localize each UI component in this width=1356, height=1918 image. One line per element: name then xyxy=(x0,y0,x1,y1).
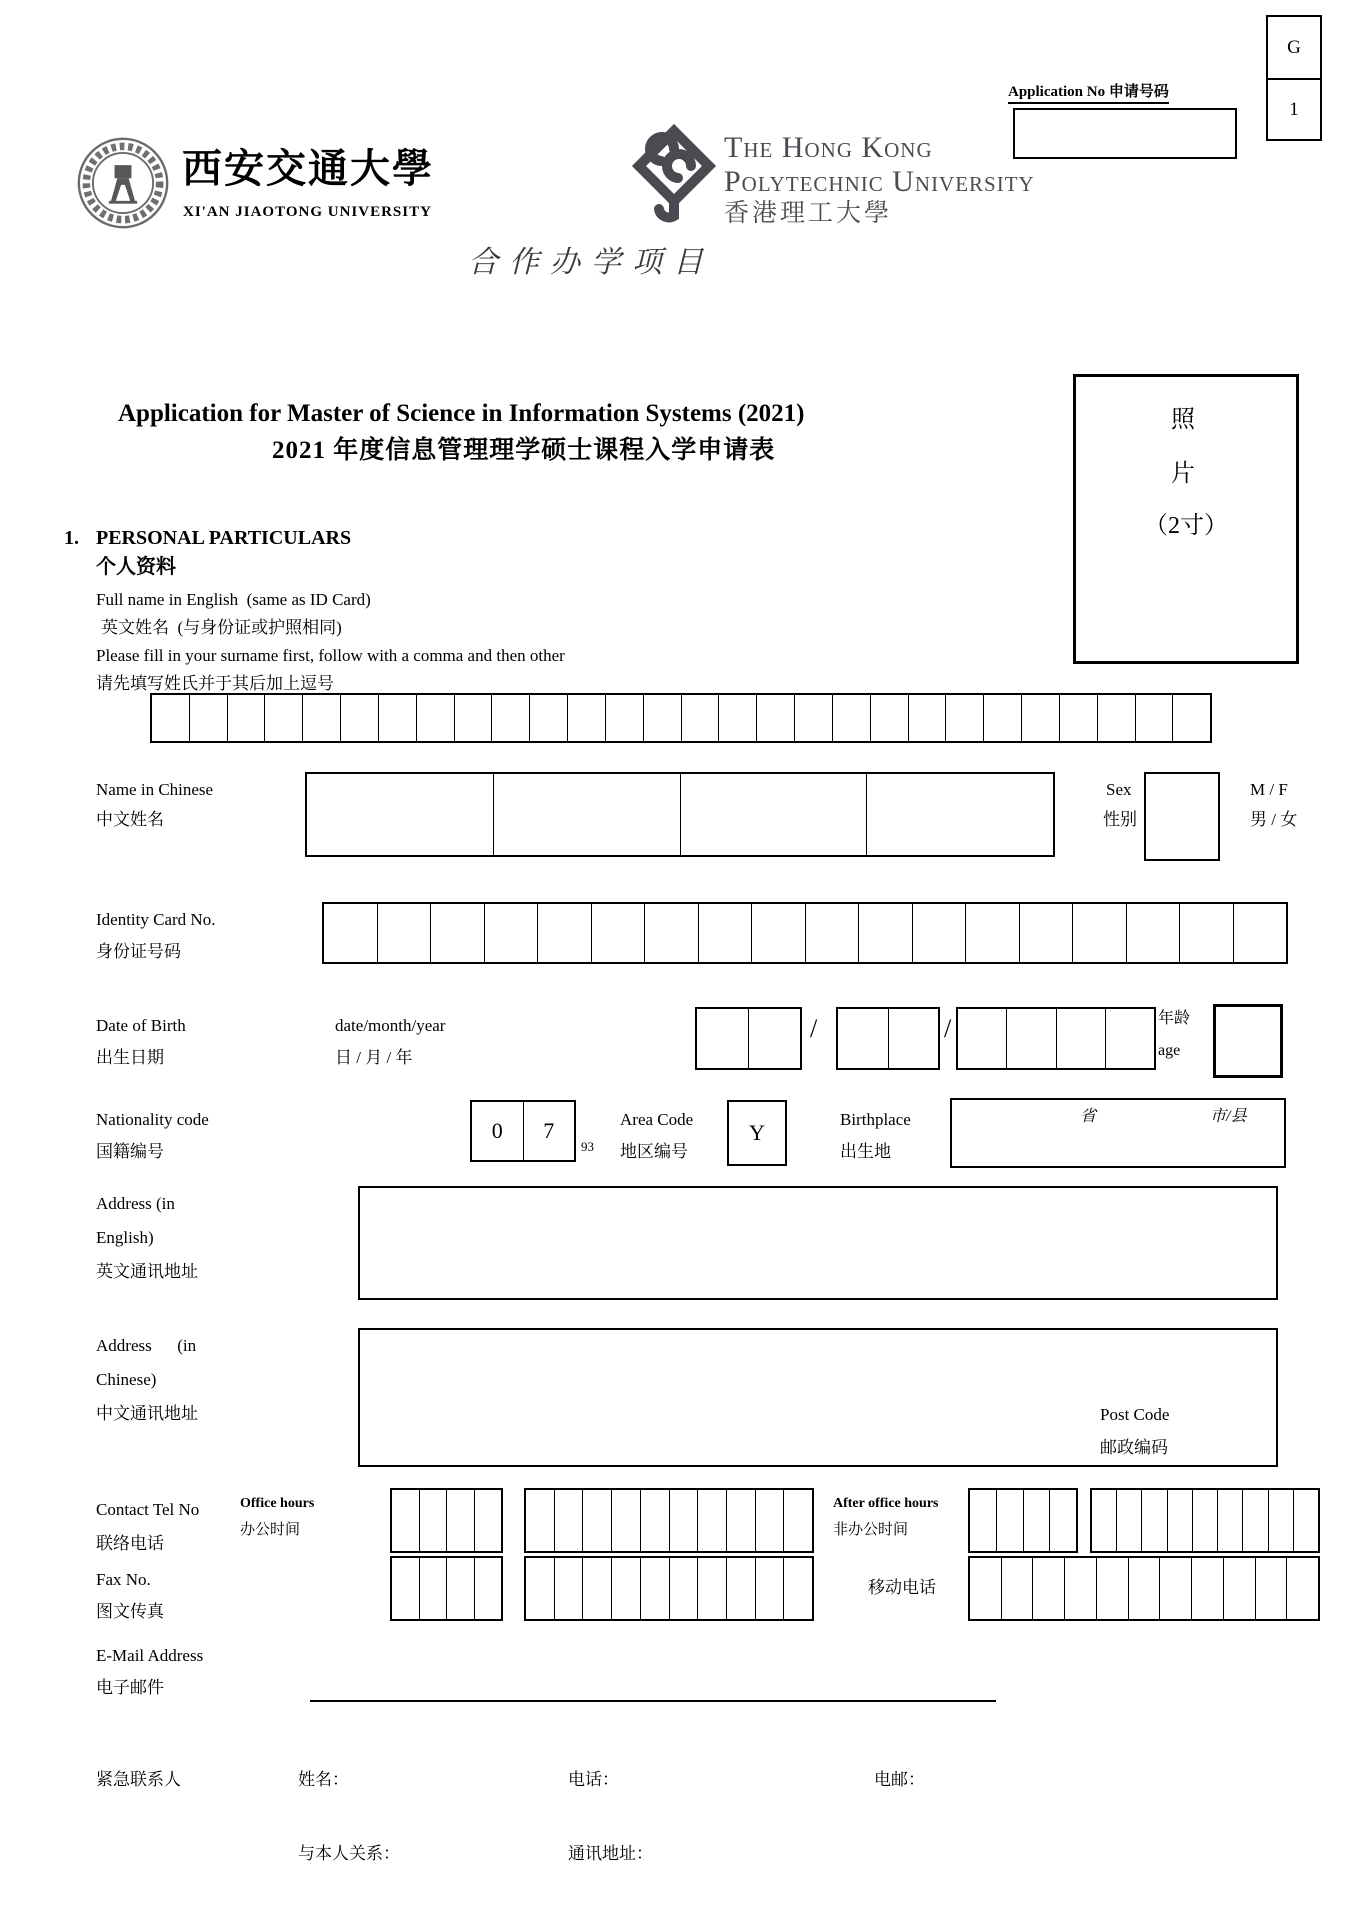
char-cell[interactable] xyxy=(484,904,538,962)
dob-format-zh: 日 / 月 / 年 xyxy=(335,1048,413,1067)
emergency-name-label: 姓名： xyxy=(298,1770,349,1789)
char-cell[interactable] xyxy=(1056,1009,1105,1068)
photo-label-2: 片 xyxy=(1171,461,1201,487)
emergency-tel-label: 电话： xyxy=(568,1770,619,1789)
char-cell[interactable] xyxy=(152,695,189,741)
char-cell[interactable] xyxy=(755,1558,784,1619)
char-cell[interactable] xyxy=(446,1558,474,1619)
char-cell[interactable] xyxy=(805,904,859,962)
char-cell[interactable] xyxy=(419,1558,447,1619)
tel-after-number-grid xyxy=(1090,1488,1320,1553)
char-cell[interactable] xyxy=(1019,904,1073,962)
char-cell[interactable] xyxy=(726,1558,755,1619)
polyu-name-zh: 香港理工大學 xyxy=(724,200,893,227)
char-cell[interactable] xyxy=(1072,904,1126,962)
char-cell[interactable] xyxy=(1135,695,1173,741)
char-cell[interactable] xyxy=(640,1490,669,1551)
nationality-subscript: 93 xyxy=(581,1139,594,1154)
char-cell[interactable] xyxy=(264,695,302,741)
char-cell[interactable] xyxy=(681,695,719,741)
address-cn-label-2: Chinese) xyxy=(96,1370,157,1389)
section1-heading-zh: 个人资料 xyxy=(96,556,176,578)
char-cell[interactable] xyxy=(340,695,378,741)
char-cell[interactable] xyxy=(493,774,680,855)
char-cell[interactable] xyxy=(1191,1558,1223,1619)
nationality-code-grid xyxy=(470,1100,576,1162)
char-cell[interactable] xyxy=(474,1558,502,1619)
char-cell[interactable] xyxy=(965,904,1019,962)
char-cell[interactable] xyxy=(751,904,805,962)
address-cn-label-1: Address (in xyxy=(96,1336,197,1355)
char-cell[interactable] xyxy=(680,774,867,855)
char-cell[interactable] xyxy=(996,1490,1023,1551)
char-cell[interactable] xyxy=(783,1490,812,1551)
char-cell[interactable] xyxy=(640,1558,669,1619)
char-cell[interactable] xyxy=(307,774,493,855)
char-cell[interactable] xyxy=(454,695,492,741)
char-cell[interactable] xyxy=(1116,1490,1141,1551)
char-cell[interactable] xyxy=(378,695,416,741)
char-cell[interactable] xyxy=(1105,1009,1154,1068)
office-hours-label-en: Office hours xyxy=(240,1496,315,1511)
email-label-zh: 电子邮件 xyxy=(96,1678,164,1697)
tel-label-zh: 联络电话 xyxy=(96,1534,164,1553)
char-cell[interactable] xyxy=(912,904,966,962)
char-cell[interactable] xyxy=(1255,1558,1287,1619)
name-cn-label-zh: 中文姓名 xyxy=(96,810,164,829)
char-cell[interactable] xyxy=(697,1558,726,1619)
char-cell[interactable] xyxy=(1217,1490,1242,1551)
char-cell[interactable] xyxy=(945,695,983,741)
birthplace-input-box[interactable] xyxy=(950,1098,1286,1168)
dob-day-grid xyxy=(695,1007,802,1070)
after-hours-label-zh: 非办公时间 xyxy=(833,1522,909,1538)
char-cell[interactable] xyxy=(697,1490,726,1551)
char-cell[interactable] xyxy=(582,1490,611,1551)
char-cell[interactable] xyxy=(189,695,227,741)
fullname-hint-en: Please fill in your surname first, follow with a comma and then other xyxy=(96,646,565,665)
char-cell[interactable] xyxy=(888,1009,939,1068)
form-title-zh: 2021 年度信息管理理学硕士课程入学申请表 xyxy=(272,437,776,464)
after-hours-label-en: After office hours xyxy=(833,1496,939,1511)
email-input-line[interactable] xyxy=(310,1700,996,1702)
dob-month-grid xyxy=(836,1007,940,1070)
char-cell[interactable] xyxy=(755,1490,784,1551)
nationality-label-en: Nationality code xyxy=(96,1110,209,1129)
char-cell[interactable] xyxy=(1032,1558,1064,1619)
char-cell[interactable] xyxy=(726,1490,755,1551)
char-cell[interactable] xyxy=(392,1558,419,1619)
char-cell[interactable] xyxy=(1001,1558,1033,1619)
char-cell[interactable] xyxy=(1049,1490,1076,1551)
fullname-label-en: Full name in English (same as ID Card) xyxy=(96,590,371,609)
age-input-box[interactable] xyxy=(1213,1004,1283,1078)
emergency-label: 紧急联系人 xyxy=(96,1770,181,1789)
char-cell[interactable] xyxy=(416,695,454,741)
char-cell[interactable] xyxy=(794,695,832,741)
form-title-en: Application for Master of Science in Information Systems (2021) xyxy=(118,400,805,427)
section1-number: 1. xyxy=(64,527,79,549)
char-cell[interactable] xyxy=(1233,904,1287,962)
char-cell[interactable] xyxy=(1097,695,1135,741)
char-cell[interactable] xyxy=(1223,1558,1255,1619)
char-cell[interactable] xyxy=(1268,1490,1293,1551)
area-code-label-zh: 地区编号 xyxy=(620,1142,688,1161)
birthplace-label-en: Birthplace xyxy=(840,1110,911,1129)
char-cell[interactable] xyxy=(697,1009,748,1068)
char-cell[interactable] xyxy=(446,1490,474,1551)
xjtu-calligraphy: 西安交通大學 xyxy=(182,146,434,191)
char-cell[interactable] xyxy=(1167,1490,1192,1551)
tel-office-area-grid xyxy=(390,1488,503,1553)
char-cell[interactable] xyxy=(554,1490,583,1551)
char-cell[interactable] xyxy=(526,1490,554,1551)
photo-box[interactable] xyxy=(1073,374,1299,664)
name-cn-label-en: Name in Chinese xyxy=(96,780,214,799)
char-cell[interactable] xyxy=(783,1558,812,1619)
char-cell[interactable] xyxy=(605,695,643,741)
char-cell[interactable] xyxy=(970,1558,1001,1619)
char-cell[interactable] xyxy=(756,695,794,741)
page-mark-1-box xyxy=(1266,78,1322,141)
char-cell[interactable] xyxy=(302,695,340,741)
char-cell[interactable] xyxy=(1179,904,1233,962)
char-cell[interactable] xyxy=(838,1009,888,1068)
polyu-name-line2: Polytechnic University xyxy=(724,165,1035,198)
dob-year-grid xyxy=(956,1007,1156,1070)
area-code-input-box[interactable]: Y xyxy=(727,1100,787,1166)
char-cell[interactable] xyxy=(1242,1490,1267,1551)
dob-slash-2: / xyxy=(944,1014,952,1043)
char-cell[interactable] xyxy=(611,1490,640,1551)
char-cell[interactable] xyxy=(430,904,484,962)
char-cell[interactable] xyxy=(1172,695,1210,741)
application-no-label: Application No 申请号码 xyxy=(1008,84,1169,104)
area-code-label-en: Area Code xyxy=(620,1110,694,1129)
dob-label-en: Date of Birth xyxy=(96,1016,186,1035)
char-cell[interactable] xyxy=(554,1558,583,1619)
char-cell[interactable] xyxy=(1064,1558,1096,1619)
address-en-label-2: English) xyxy=(96,1228,154,1247)
photo-label-1: 照 xyxy=(1171,407,1201,433)
dob-label-zh: 出生日期 xyxy=(96,1048,164,1067)
id-card-grid xyxy=(322,902,1288,964)
age-label-zh: 年龄 xyxy=(1158,1010,1191,1027)
char-cell[interactable] xyxy=(611,1558,640,1619)
char-cell[interactable] xyxy=(866,774,1053,855)
emergency-mail-label: 电邮： xyxy=(874,1770,925,1789)
dob-slash-1: / xyxy=(810,1014,818,1043)
char-cell[interactable] xyxy=(983,695,1021,741)
char-cell[interactable] xyxy=(643,695,681,741)
joint-program-calligraphy: 合作办学项目 xyxy=(468,246,714,279)
char-cell[interactable] xyxy=(567,695,605,741)
tel-office-number-grid xyxy=(524,1488,814,1553)
address-en-label-1: Address (in xyxy=(96,1194,175,1213)
char-cell[interactable] xyxy=(537,904,591,962)
char-cell[interactable] xyxy=(1006,1009,1055,1068)
dob-format-en: date/month/year xyxy=(335,1016,446,1035)
fax-number-grid xyxy=(524,1556,814,1621)
page-mark-g-box xyxy=(1266,15,1322,80)
full-name-grid xyxy=(150,693,1212,743)
postcode-label-en: Post Code xyxy=(1100,1405,1170,1424)
char-cell[interactable] xyxy=(1059,695,1097,741)
char-cell[interactable] xyxy=(529,695,567,741)
char-cell[interactable] xyxy=(1021,695,1059,741)
nationality-digit-1[interactable]: 0 xyxy=(491,1118,503,1143)
char-cell[interactable] xyxy=(419,1490,447,1551)
postcode-label-zh: 邮政编码 xyxy=(1100,1438,1168,1457)
nationality-label-zh: 国籍编号 xyxy=(96,1142,164,1161)
char-cell[interactable] xyxy=(970,1490,996,1551)
id-label-zh: 身份证号码 xyxy=(96,942,181,961)
char-cell[interactable] xyxy=(669,1490,698,1551)
name-cn-grid xyxy=(305,772,1055,857)
char-cell[interactable] xyxy=(474,1490,502,1551)
sex-input-box[interactable] xyxy=(1144,772,1220,861)
sex-options-en: M / F xyxy=(1250,780,1288,799)
char-cell[interactable] xyxy=(718,695,756,741)
mobile-number-grid xyxy=(968,1556,1320,1621)
address-en-label-zh: 英文通讯地址 xyxy=(96,1262,198,1281)
char-cell[interactable] xyxy=(324,904,377,962)
address-en-input-box[interactable] xyxy=(358,1186,1278,1300)
tel-label-en: Contact Tel No xyxy=(96,1500,200,1519)
birthplace-label-zh: 出生地 xyxy=(840,1142,891,1161)
tel-after-area-grid xyxy=(968,1488,1078,1553)
char-cell[interactable] xyxy=(1092,1490,1116,1551)
char-cell[interactable] xyxy=(698,904,752,962)
char-cell[interactable] xyxy=(858,904,912,962)
nationality-digit-2[interactable]: 7 xyxy=(523,1102,575,1160)
birthplace-province-hint: 省 xyxy=(1080,1108,1097,1125)
char-cell[interactable] xyxy=(832,695,870,741)
address-cn-label-zh: 中文通讯地址 xyxy=(96,1404,198,1423)
section1-heading-en: PERSONAL PARTICULARS xyxy=(96,527,352,549)
char-cell[interactable] xyxy=(958,1009,1006,1068)
emergency-address-label: 通讯地址： xyxy=(568,1844,653,1863)
xjtu-logo-icon xyxy=(76,136,170,230)
xjtu-name-en: XI'AN JIAOTONG UNIVERSITY xyxy=(183,204,432,220)
fax-label-en: Fax No. xyxy=(96,1570,151,1589)
char-cell[interactable] xyxy=(644,904,698,962)
char-cell[interactable] xyxy=(392,1490,419,1551)
char-cell[interactable] xyxy=(1126,904,1180,962)
sex-label-en: Sex xyxy=(1106,780,1132,799)
fax-area-grid xyxy=(390,1556,503,1621)
char-cell[interactable] xyxy=(1023,1490,1050,1551)
char-cell[interactable] xyxy=(377,904,431,962)
id-label-en: Identity Card No. xyxy=(96,910,216,929)
polyu-name-line1: The Hong Kong xyxy=(724,131,933,164)
char-cell[interactable] xyxy=(1096,1558,1128,1619)
email-label-en: E-Mail Address xyxy=(96,1646,204,1665)
fax-label-zh: 图文传真 xyxy=(96,1602,164,1621)
age-label-en: age xyxy=(1158,1042,1181,1059)
fullname-label-zh: 英文姓名 (与身份证或护照相同) xyxy=(101,618,342,637)
photo-label-3: （2寸） xyxy=(1144,513,1228,539)
char-cell[interactable] xyxy=(1293,1490,1318,1551)
page-number: 1 xyxy=(1289,98,1299,120)
sex-options-zh: 男 / 女 xyxy=(1250,810,1298,829)
emergency-relation-label: 与本人关系： xyxy=(298,1844,400,1863)
char-cell[interactable] xyxy=(870,695,908,741)
char-cell[interactable] xyxy=(491,695,529,741)
polyu-logo-icon xyxy=(628,122,720,226)
char-cell[interactable] xyxy=(908,695,946,741)
char-cell[interactable] xyxy=(1159,1558,1191,1619)
mobile-label-zh: 移动电话 xyxy=(868,1578,936,1597)
char-cell[interactable] xyxy=(1192,1490,1217,1551)
application-no-input[interactable] xyxy=(1013,108,1237,159)
char-cell[interactable] xyxy=(526,1558,554,1619)
char-cell[interactable] xyxy=(1286,1558,1318,1619)
char-cell[interactable] xyxy=(748,1009,800,1068)
office-hours-label-zh: 办公时间 xyxy=(240,1522,301,1538)
char-cell[interactable] xyxy=(591,904,645,962)
sex-label-zh: 性别 xyxy=(1103,810,1137,829)
char-cell[interactable] xyxy=(1141,1490,1166,1551)
birthplace-city-hint: 市/县 xyxy=(1210,1108,1247,1125)
char-cell[interactable] xyxy=(669,1558,698,1619)
char-cell[interactable] xyxy=(227,695,265,741)
page-mark-g: G xyxy=(1287,36,1301,58)
fullname-hint-zh: 请先填写姓氏并于其后加上逗号 xyxy=(96,674,334,693)
char-cell[interactable] xyxy=(582,1558,611,1619)
char-cell[interactable] xyxy=(1128,1558,1160,1619)
